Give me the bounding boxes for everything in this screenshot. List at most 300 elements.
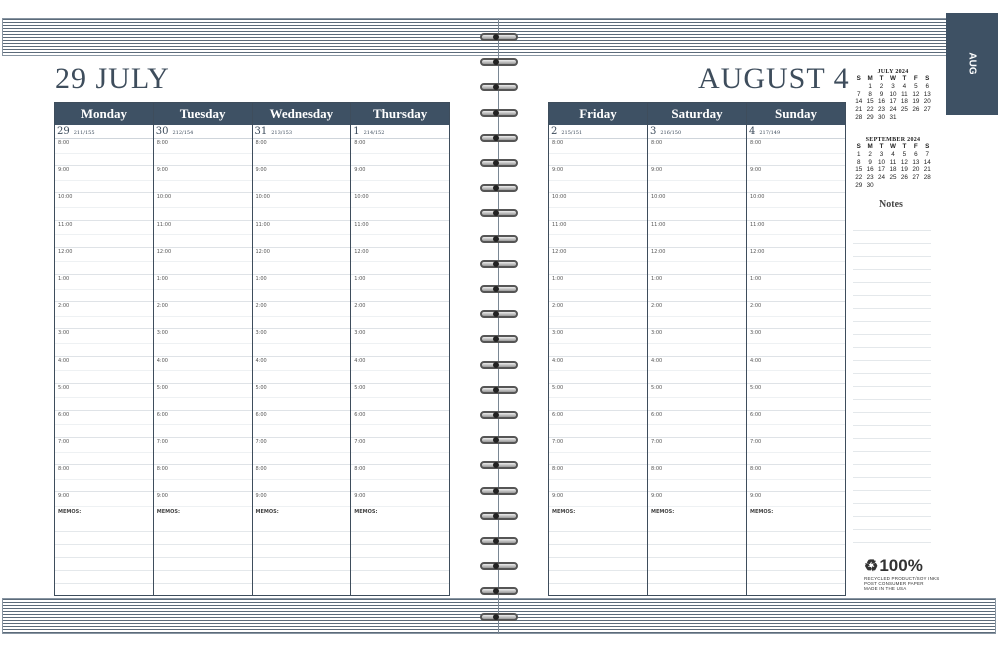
half-hour-line xyxy=(648,397,746,398)
memo-area[interactable] xyxy=(55,519,153,595)
memo-area[interactable] xyxy=(253,519,351,595)
time-slot[interactable] xyxy=(549,411,647,438)
time-slot[interactable] xyxy=(55,384,153,411)
date-row xyxy=(253,125,351,139)
binding-ring xyxy=(476,334,522,344)
time-label: 2:00 xyxy=(354,303,366,310)
binding-ring xyxy=(476,486,522,496)
time-label: 3:00 xyxy=(750,330,762,337)
memo-label: MEMOS: xyxy=(750,509,774,515)
mini-calendar-day: 6 xyxy=(914,150,918,158)
time-slot[interactable] xyxy=(549,275,647,302)
time-slot[interactable] xyxy=(351,465,449,492)
half-hour-line xyxy=(549,370,647,371)
time-slot[interactable] xyxy=(253,248,351,275)
time-label: 7:00 xyxy=(354,439,366,446)
day-column xyxy=(648,103,747,595)
time-slot[interactable] xyxy=(253,465,351,492)
time-slot[interactable] xyxy=(55,465,153,492)
memo-area[interactable] xyxy=(648,519,746,595)
weekday-label: S xyxy=(856,75,861,82)
half-hour-line xyxy=(351,397,449,398)
time-slot[interactable] xyxy=(154,492,252,519)
time-slot[interactable] xyxy=(648,438,746,465)
day-ordinal: 212/154 xyxy=(172,130,194,136)
time-slot[interactable] xyxy=(351,384,449,411)
date-number: 3 xyxy=(650,126,657,137)
time-label: 3:00 xyxy=(156,330,168,337)
half-hour-line xyxy=(253,316,351,317)
time-label: 4:00 xyxy=(552,357,564,364)
mini-calendar-day: 8 xyxy=(868,90,872,98)
time-slot[interactable] xyxy=(549,357,647,384)
time-slot[interactable] xyxy=(549,166,647,193)
day-column xyxy=(154,103,253,595)
time-slot[interactable] xyxy=(253,357,351,384)
time-slot[interactable] xyxy=(253,329,351,356)
time-label: 4:00 xyxy=(255,357,267,364)
ring-wire xyxy=(480,587,518,595)
time-label: 5:00 xyxy=(156,384,168,391)
half-hour-line xyxy=(55,343,153,344)
day-header: Monday xyxy=(55,103,153,125)
time-label: 11:00 xyxy=(651,221,666,228)
half-hour-line xyxy=(55,207,153,208)
ring-wire xyxy=(480,310,518,318)
mini-calendar-day: 24 xyxy=(878,174,886,182)
time-label: 10:00 xyxy=(58,194,73,201)
memo-area[interactable] xyxy=(549,519,647,595)
weekday-label: T xyxy=(902,143,907,150)
time-label: 9:00 xyxy=(255,493,267,500)
time-slot[interactable] xyxy=(747,248,845,275)
half-hour-line xyxy=(154,452,252,453)
half-hour-line xyxy=(549,234,647,235)
time-slot[interactable] xyxy=(648,275,746,302)
ring-hole xyxy=(493,286,499,292)
time-slot[interactable] xyxy=(351,329,449,356)
half-hour-line xyxy=(351,234,449,235)
time-slot[interactable] xyxy=(55,275,153,302)
half-hour-line xyxy=(253,452,351,453)
time-slot[interactable] xyxy=(747,465,845,492)
half-hour-line xyxy=(55,506,153,507)
time-slot[interactable] xyxy=(253,411,351,438)
time-slot[interactable] xyxy=(154,275,252,302)
time-slot[interactable] xyxy=(154,384,252,411)
time-slot[interactable] xyxy=(549,384,647,411)
half-hour-line xyxy=(747,316,845,317)
half-hour-line xyxy=(154,180,252,181)
time-label: 12:00 xyxy=(156,248,172,255)
time-slot[interactable] xyxy=(351,139,449,166)
time-label: 5:00 xyxy=(354,384,366,391)
weekday-label: M xyxy=(867,75,873,82)
time-slot[interactable] xyxy=(154,221,252,248)
time-label: 8:00 xyxy=(651,466,663,473)
time-label: 6:00 xyxy=(552,411,564,418)
time-label: 6:00 xyxy=(156,411,168,418)
time-slot[interactable] xyxy=(747,193,845,220)
time-label: 12:00 xyxy=(651,248,666,255)
ring-wire xyxy=(480,58,518,66)
ring-hole xyxy=(493,34,499,40)
half-hour-line xyxy=(648,424,746,425)
ring-wire xyxy=(480,184,518,192)
time-slot[interactable] xyxy=(648,139,746,166)
time-label: 1:00 xyxy=(651,275,663,282)
time-slot[interactable] xyxy=(747,411,845,438)
time-label: 11:00 xyxy=(156,221,172,228)
time-slot[interactable] xyxy=(55,221,153,248)
mini-calendar-day: 15 xyxy=(866,98,874,106)
binding-ring xyxy=(476,82,522,92)
time-label: 8:00 xyxy=(651,140,663,146)
time-label: 7:00 xyxy=(750,439,762,446)
time-slot[interactable] xyxy=(351,275,449,302)
mini-calendar-day: 3 xyxy=(891,82,895,90)
recycle-percent: 100% xyxy=(879,556,923,575)
time-slot[interactable] xyxy=(549,438,647,465)
time-label: 4:00 xyxy=(651,357,663,364)
time-slot[interactable] xyxy=(351,193,449,220)
time-label: 9:00 xyxy=(750,167,762,174)
mini-calendar-day: 19 xyxy=(912,98,920,106)
day-column xyxy=(747,103,845,595)
recycle-icon: ♻ xyxy=(864,558,879,575)
half-hour-line xyxy=(154,153,252,154)
binding-ring xyxy=(476,57,522,67)
date-row xyxy=(747,125,845,139)
mini-calendar-day: 21 xyxy=(855,106,863,114)
time-slot[interactable] xyxy=(549,248,647,275)
time-label: 10:00 xyxy=(255,194,270,201)
time-label: 9:00 xyxy=(354,493,366,500)
time-slot[interactable] xyxy=(55,438,153,465)
half-hour-line xyxy=(549,316,647,317)
ring-hole xyxy=(493,261,499,267)
time-label: 6:00 xyxy=(354,411,366,418)
time-slot[interactable] xyxy=(55,357,153,384)
binding-ring xyxy=(476,612,522,622)
binding-ring xyxy=(476,460,522,470)
date-number: 1 xyxy=(353,126,360,137)
time-slot[interactable] xyxy=(154,139,252,166)
half-hour-line xyxy=(154,289,252,290)
weekday-label: S xyxy=(925,75,930,82)
binding-ring xyxy=(476,511,522,521)
time-slot[interactable] xyxy=(55,411,153,438)
time-slot[interactable] xyxy=(648,465,746,492)
mini-calendar-day: 16 xyxy=(878,98,886,106)
time-slot[interactable] xyxy=(253,221,351,248)
time-slot[interactable] xyxy=(351,411,449,438)
ring-hole xyxy=(493,362,499,368)
date-row xyxy=(55,125,153,139)
memo-label: MEMOS: xyxy=(651,509,675,515)
time-slot[interactable] xyxy=(154,248,252,275)
half-hour-line xyxy=(55,153,153,154)
time-label: 7:00 xyxy=(651,439,663,446)
half-hour-line xyxy=(253,153,351,154)
time-slot[interactable] xyxy=(648,492,746,519)
weekday-label: W xyxy=(890,75,896,82)
day-header: Saturday xyxy=(648,103,746,125)
date-number: 30 xyxy=(155,126,169,137)
time-slot[interactable] xyxy=(154,329,252,356)
time-slot[interactable] xyxy=(253,139,351,166)
binding-ring xyxy=(476,259,522,269)
memo-label: MEMOS: xyxy=(552,509,576,515)
time-label: 3:00 xyxy=(651,330,663,337)
time-slot[interactable] xyxy=(549,193,647,220)
mini-calendar-day: 2 xyxy=(868,150,872,158)
ring-hole xyxy=(493,538,499,544)
day-header: Tuesday xyxy=(154,103,252,125)
mini-calendar-day: 5 xyxy=(902,150,907,158)
half-hour-line xyxy=(351,261,449,262)
time-slot[interactable] xyxy=(154,166,252,193)
time-label: 5:00 xyxy=(750,384,762,391)
mini-calendar-day: 27 xyxy=(912,174,920,182)
time-slot[interactable] xyxy=(648,384,746,411)
day-column xyxy=(549,103,648,595)
ring-hole xyxy=(493,412,499,418)
time-slot[interactable] xyxy=(351,302,449,329)
ring-wire xyxy=(480,436,518,444)
time-slot[interactable] xyxy=(648,411,746,438)
time-slot[interactable] xyxy=(154,302,252,329)
half-hour-line xyxy=(253,343,351,344)
half-hour-line xyxy=(253,506,351,507)
recycle-badge xyxy=(864,556,944,591)
ring-hole xyxy=(493,236,499,242)
time-label: 8:00 xyxy=(750,140,762,146)
time-slot[interactable] xyxy=(55,302,153,329)
time-label: 8:00 xyxy=(156,466,168,473)
ring-wire xyxy=(480,562,518,570)
ring-wire xyxy=(480,335,518,343)
date-row xyxy=(351,125,449,139)
time-slot[interactable] xyxy=(253,438,351,465)
mini-calendar-day: 27 xyxy=(923,106,931,114)
time-slot[interactable] xyxy=(55,329,153,356)
time-label: 11:00 xyxy=(58,221,73,228)
time-slot[interactable] xyxy=(154,357,252,384)
binding-ring xyxy=(476,284,522,294)
time-slot[interactable] xyxy=(253,166,351,193)
time-slot[interactable] xyxy=(351,357,449,384)
time-label: 8:00 xyxy=(58,466,70,473)
time-label: 5:00 xyxy=(255,384,267,391)
date-number: 2 xyxy=(551,126,558,137)
time-slot[interactable] xyxy=(351,438,449,465)
time-slot[interactable] xyxy=(549,492,647,519)
time-slot[interactable] xyxy=(154,438,252,465)
time-slot[interactable] xyxy=(549,302,647,329)
ring-wire xyxy=(480,487,518,495)
half-hour-line xyxy=(648,289,746,290)
half-hour-line xyxy=(154,479,252,480)
half-hour-line xyxy=(549,207,647,208)
time-slot[interactable] xyxy=(747,139,845,166)
half-hour-line xyxy=(351,452,449,453)
half-hour-line xyxy=(154,424,252,425)
weekday-label: F xyxy=(913,143,918,150)
time-label: 4:00 xyxy=(58,357,70,364)
half-hour-line xyxy=(549,153,647,154)
date-number: 31 xyxy=(254,126,268,137)
half-hour-line xyxy=(55,180,153,181)
time-slot[interactable] xyxy=(253,302,351,329)
time-label: 7:00 xyxy=(255,439,267,446)
half-hour-line xyxy=(549,479,647,480)
time-slot[interactable] xyxy=(747,329,845,356)
time-label: 9:00 xyxy=(156,493,168,500)
notes-area[interactable] xyxy=(853,218,931,548)
time-slot[interactable] xyxy=(747,221,845,248)
left-page-title: 29 JULY xyxy=(55,62,170,95)
day-ordinal: 217/149 xyxy=(759,130,781,136)
ring-hole xyxy=(493,614,499,620)
half-hour-line xyxy=(648,479,746,480)
mini-calendar-day: 7 xyxy=(856,90,861,98)
weekday-label: S xyxy=(856,143,861,150)
time-label: 12:00 xyxy=(58,248,73,255)
time-slot[interactable] xyxy=(253,384,351,411)
half-hour-line xyxy=(648,506,746,507)
weekday-label: T xyxy=(879,143,884,150)
time-slot[interactable] xyxy=(549,329,647,356)
time-label: 5:00 xyxy=(58,384,70,391)
time-slot[interactable] xyxy=(253,492,351,519)
time-slot[interactable] xyxy=(253,193,351,220)
memo-label: MEMOS: xyxy=(58,509,82,515)
half-hour-line xyxy=(253,180,351,181)
recycle-text-3: MADE IN THE USA xyxy=(864,586,907,591)
time-slot[interactable] xyxy=(747,492,845,519)
binding-ring xyxy=(476,435,522,445)
time-slot[interactable] xyxy=(351,492,449,519)
recycle-text-1: RECYCLED PRODUCT/SOY INKS xyxy=(864,576,940,581)
memo-area[interactable] xyxy=(154,519,252,595)
memo-label: MEMOS: xyxy=(156,509,180,515)
left-week-grid xyxy=(54,102,450,596)
time-label: 11:00 xyxy=(255,221,270,228)
half-hour-line xyxy=(648,370,746,371)
time-slot[interactable] xyxy=(55,139,153,166)
half-hour-line xyxy=(648,343,746,344)
time-slot[interactable] xyxy=(549,221,647,248)
time-slot[interactable] xyxy=(747,384,845,411)
time-label: 8:00 xyxy=(58,140,70,146)
time-slot[interactable] xyxy=(55,248,153,275)
day-header: Sunday xyxy=(747,103,845,125)
ring-wire xyxy=(480,461,518,469)
half-hour-line xyxy=(549,506,647,507)
time-slot[interactable] xyxy=(351,166,449,193)
mini-calendar-day: 20 xyxy=(923,98,931,106)
time-label: 10:00 xyxy=(354,194,369,201)
half-hour-line xyxy=(351,180,449,181)
time-slot[interactable] xyxy=(351,221,449,248)
time-slot[interactable] xyxy=(648,221,746,248)
ring-wire xyxy=(480,512,518,520)
time-label: 7:00 xyxy=(58,439,70,446)
time-slot[interactable] xyxy=(549,465,647,492)
mini-calendar-day: 28 xyxy=(855,113,863,121)
time-slot[interactable] xyxy=(253,275,351,302)
mini-calendar-day: 13 xyxy=(923,90,931,98)
time-slot[interactable] xyxy=(55,193,153,220)
time-slot[interactable] xyxy=(648,193,746,220)
time-slot[interactable] xyxy=(351,248,449,275)
time-slot[interactable] xyxy=(154,411,252,438)
time-slot[interactable] xyxy=(648,248,746,275)
ring-wire xyxy=(480,361,518,369)
binding-ring xyxy=(476,309,522,319)
date-number: 29 xyxy=(57,126,70,137)
half-hour-line xyxy=(648,316,746,317)
ring-hole xyxy=(493,387,499,393)
mini-calendar-day: 9 xyxy=(879,90,884,98)
time-slot[interactable] xyxy=(648,302,746,329)
time-slot[interactable] xyxy=(747,275,845,302)
half-hour-line xyxy=(648,234,746,235)
time-slot[interactable] xyxy=(648,357,746,384)
time-label: 2:00 xyxy=(58,303,70,310)
time-slot[interactable] xyxy=(154,193,252,220)
time-label: 9:00 xyxy=(651,167,663,174)
time-label: 6:00 xyxy=(750,411,762,418)
memo-area[interactable] xyxy=(747,519,845,595)
half-hour-line xyxy=(351,316,449,317)
half-hour-line xyxy=(747,234,845,235)
half-hour-line xyxy=(648,207,746,208)
half-hour-line xyxy=(549,289,647,290)
binding-ring xyxy=(476,133,522,143)
day-ordinal: 211/155 xyxy=(73,130,95,136)
mini-calendar-day: 12 xyxy=(900,158,908,166)
mini-calendar-day: 20 xyxy=(912,166,920,174)
time-slot[interactable] xyxy=(154,465,252,492)
time-label: 8:00 xyxy=(354,140,366,146)
half-hour-line xyxy=(351,424,449,425)
time-slot[interactable] xyxy=(648,329,746,356)
time-slot[interactable] xyxy=(55,166,153,193)
ring-wire xyxy=(480,613,518,621)
half-hour-line xyxy=(253,479,351,480)
time-slot[interactable] xyxy=(747,438,845,465)
ring-wire xyxy=(480,411,518,419)
mini-calendar-day: 2 xyxy=(879,82,884,90)
half-hour-line xyxy=(253,370,351,371)
time-slot[interactable] xyxy=(747,357,845,384)
time-label: 2:00 xyxy=(651,303,663,310)
time-label: 1:00 xyxy=(750,275,762,282)
time-label: 2:00 xyxy=(750,303,762,310)
time-slot[interactable] xyxy=(648,166,746,193)
time-slot[interactable] xyxy=(747,166,845,193)
mini-calendar-day: 9 xyxy=(868,158,872,166)
time-slot[interactable] xyxy=(55,492,153,519)
half-hour-line xyxy=(747,343,845,344)
time-label: 12:00 xyxy=(552,248,567,255)
memo-area[interactable] xyxy=(351,519,449,595)
mini-calendar-day: 23 xyxy=(878,106,886,114)
time-slot[interactable] xyxy=(747,302,845,329)
time-slot[interactable] xyxy=(549,139,647,166)
